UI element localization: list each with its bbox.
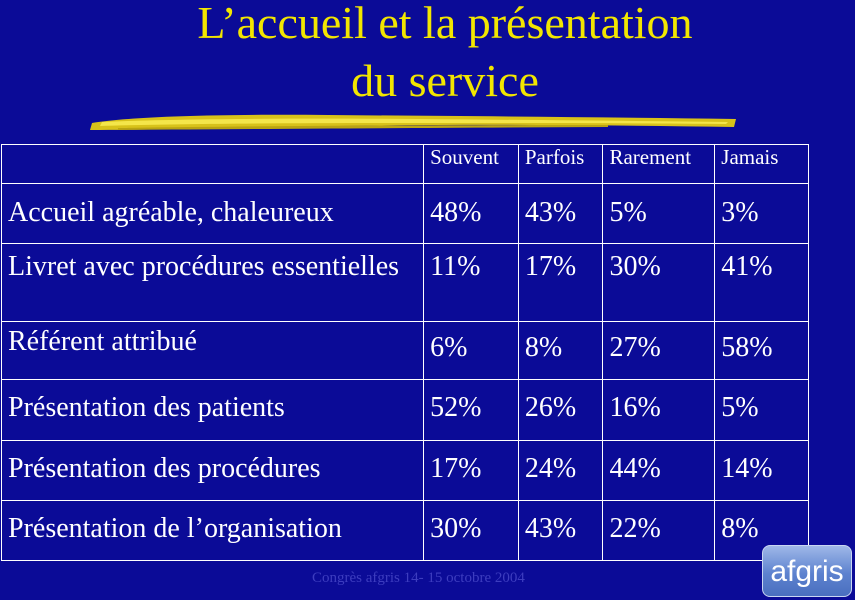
table-row — [2, 501, 809, 561]
cell-parfois: 8% — [518, 322, 603, 380]
cell-souvent: 6% — [424, 322, 519, 380]
table-row — [2, 441, 809, 501]
header-rarement: Rarement — [603, 145, 715, 184]
table-row — [2, 184, 809, 244]
cell-souvent: 11% — [424, 244, 519, 322]
row-label: Présentation des procédures — [2, 441, 424, 501]
results-table — [1, 144, 809, 561]
row-label: Référent attribué — [2, 322, 424, 380]
cell-rarement: 30% — [603, 244, 715, 322]
title-line-2: du service — [351, 55, 539, 106]
cell-souvent: 30% — [424, 501, 519, 561]
header-parfois: Parfois — [518, 145, 603, 184]
cell-parfois: 43% — [518, 184, 603, 244]
cell-souvent: 48% — [424, 184, 519, 244]
cell-jamais: 41% — [715, 244, 809, 322]
cell-jamais: 3% — [715, 184, 809, 244]
cell-souvent: 17% — [424, 441, 519, 501]
cell-parfois: 26% — [518, 380, 603, 441]
row-label: Présentation de l’organisation — [2, 501, 424, 561]
slide-title — [100, 0, 790, 110]
cell-jamais: 8% — [715, 501, 809, 561]
cell-parfois: 43% — [518, 501, 603, 561]
cell-souvent: 52% — [424, 380, 519, 441]
cell-jamais: 14% — [715, 441, 809, 501]
cell-rarement: 44% — [603, 441, 715, 501]
cell-jamais: 5% — [715, 380, 809, 441]
table-row — [2, 322, 809, 380]
footer-text: Congrès afgris 14- 15 octobre 2004 — [312, 570, 525, 586]
row-label: Présentation des patients — [2, 380, 424, 441]
row-label: Livret avec procédures essentielles — [2, 244, 424, 322]
cell-rarement: 5% — [603, 184, 715, 244]
cell-jamais: 58% — [715, 322, 809, 380]
header-empty-cell — [2, 145, 424, 184]
header-souvent: Souvent — [424, 145, 519, 184]
header-jamais: Jamais — [715, 145, 809, 184]
row-label: Accueil agréable, chaleureux — [2, 184, 424, 244]
cell-rarement: 16% — [603, 380, 715, 441]
cell-rarement: 22% — [603, 501, 715, 561]
table-row — [2, 380, 809, 441]
cell-rarement: 27% — [603, 322, 715, 380]
cell-parfois: 24% — [518, 441, 603, 501]
table-row — [2, 244, 809, 322]
title-brush-underline — [88, 110, 740, 136]
title-line-1: L’accueil et la présentation — [197, 0, 693, 48]
table-header-row — [2, 145, 809, 184]
cell-parfois: 17% — [518, 244, 603, 322]
afgris-logo: afgris — [762, 545, 852, 597]
